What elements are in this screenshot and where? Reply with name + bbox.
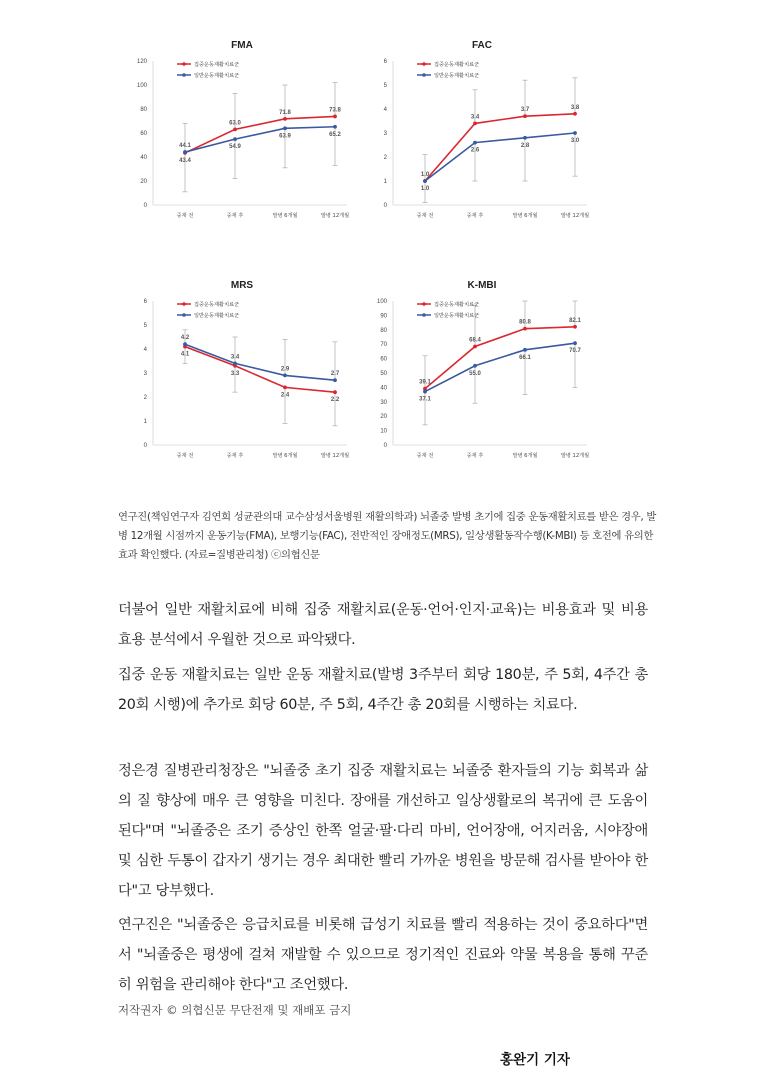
x-tick-label: 중재 전	[176, 213, 194, 219]
data-point	[333, 115, 337, 119]
data-point	[423, 390, 427, 394]
series-line	[185, 116, 335, 152]
x-tick-label: 중재 전	[416, 213, 434, 219]
legend-swatch-marker	[182, 73, 186, 77]
data-point	[423, 179, 427, 183]
data-label: 44.1	[179, 143, 191, 150]
x-tick-label: 중재 후	[226, 453, 244, 459]
y-tick-label: 40	[380, 385, 387, 392]
data-label: 3.4	[470, 114, 480, 121]
data-label: 2.4	[280, 392, 290, 399]
data-point	[233, 128, 237, 132]
y-tick-label: 3	[383, 131, 387, 137]
y-tick-label: 30	[380, 399, 387, 406]
y-tick-label: 60	[140, 131, 147, 137]
legend-swatch-marker	[182, 302, 186, 306]
data-point	[333, 390, 337, 394]
data-label: 2.8	[520, 142, 530, 149]
legend-label: 집중운동재활치료군	[194, 62, 240, 68]
data-label: 2.9	[280, 366, 290, 373]
data-label: 2.6	[470, 147, 480, 154]
y-tick-label: 20	[380, 414, 387, 421]
data-label: 1.0	[420, 172, 430, 178]
data-point	[523, 348, 527, 352]
data-point	[283, 117, 287, 121]
data-point	[233, 362, 237, 366]
y-tick-label: 100	[376, 299, 387, 305]
y-tick-label: 60	[380, 356, 387, 363]
chart-title: MRS	[230, 280, 254, 291]
data-point	[523, 327, 527, 331]
legend-swatch-marker	[422, 313, 426, 317]
legend-label: 일반운동재활치료군	[194, 73, 240, 79]
data-label: 55.0	[469, 370, 481, 377]
y-tick-label: 70	[380, 342, 387, 349]
reporter-byline: 홍완기 기자	[500, 1052, 570, 1068]
data-point	[573, 341, 577, 345]
y-tick-label: 6	[143, 299, 147, 305]
x-tick-label: 발병 6개월	[512, 213, 538, 219]
x-tick-label: 발병 12개월	[560, 213, 590, 219]
data-point	[473, 141, 477, 145]
data-label: 3.8	[570, 104, 580, 111]
legend-label: 일반운동재활치료군	[434, 313, 480, 319]
y-tick-label: 0	[383, 443, 387, 449]
data-point	[183, 150, 187, 154]
fma-chart	[115, 35, 365, 235]
series-line	[425, 343, 575, 391]
y-tick-label: 0	[383, 203, 387, 209]
data-point	[523, 136, 527, 140]
series-line	[185, 127, 335, 152]
data-label: 70.7	[569, 348, 581, 355]
data-label: 82.1	[569, 317, 581, 324]
legend-swatch-marker	[182, 62, 186, 66]
y-tick-label: 120	[136, 59, 147, 65]
data-label: 73.8	[329, 107, 341, 114]
data-label: 63.0	[229, 120, 241, 127]
y-tick-label: 80	[140, 107, 147, 113]
data-point	[283, 374, 287, 378]
mrs-chart	[115, 275, 365, 475]
y-tick-label: 50	[380, 371, 387, 377]
chart-title: FMA	[231, 40, 253, 51]
copyright-notice: 저작권자 © 의협신문 무단전재 및 재배포 금지	[118, 1003, 352, 1017]
legend-swatch-marker	[422, 62, 426, 66]
data-label: 37.1	[419, 396, 431, 403]
legend-label: 일반운동재활치료군	[194, 313, 240, 319]
article-paragraph: 연구진은 "뇌졸중은 응급치료를 비롯해 급성기 치료를 빨리 적용하는 것이 중요하다"면서 "뇌졸중은 평생에 걸쳐 재발할 수 있으므로 정기적인 진료와 약물 복용을 통해 꾸준히 위험을 관리해야 한다"고 조언했다.	[118, 917, 648, 993]
data-label: 66.1	[519, 354, 531, 361]
y-tick-label: 2	[143, 395, 147, 401]
chart-title: K-MBI	[467, 280, 497, 291]
y-tick-label: 5	[383, 83, 387, 89]
x-tick-label: 중재 전	[416, 453, 434, 459]
legend-swatch-marker	[422, 73, 426, 77]
y-tick-label: 90	[380, 313, 387, 320]
data-point	[573, 325, 577, 329]
legend-label: 집중운동재활치료군	[194, 302, 240, 308]
data-point	[233, 137, 237, 141]
x-tick-label: 중재 전	[176, 453, 194, 459]
y-tick-label: 1	[383, 179, 387, 185]
x-tick-label: 발병 12개월	[560, 453, 590, 459]
data-label: 1.0	[420, 186, 430, 192]
data-point	[333, 125, 337, 129]
data-label: 80.8	[519, 319, 531, 326]
y-tick-label: 0	[143, 443, 147, 449]
legend-swatch-marker	[422, 302, 426, 306]
y-tick-label: 20	[140, 179, 147, 185]
data-point	[473, 364, 477, 368]
data-label: 2.2	[330, 397, 340, 404]
y-tick-label: 10	[380, 428, 387, 435]
data-point	[473, 122, 477, 126]
data-point	[573, 131, 577, 135]
legend-label: 집중운동재활치료군	[434, 62, 480, 68]
data-label: 4.1	[180, 351, 190, 358]
x-tick-label: 발병 12개월	[320, 453, 350, 459]
legend-swatch-marker	[182, 313, 186, 317]
data-label: 39.1	[419, 379, 431, 386]
fac-chart	[355, 35, 605, 235]
data-label: 65.2	[329, 131, 341, 138]
data-label: 4.2	[180, 335, 190, 342]
data-point	[573, 112, 577, 116]
data-label: 54.9	[229, 144, 241, 151]
data-label: 43.4	[179, 157, 191, 164]
data-label: 3.3	[230, 370, 240, 377]
x-tick-label: 중재 후	[466, 213, 484, 219]
data-label: 71.8	[279, 109, 291, 116]
y-tick-label: 4	[383, 107, 387, 113]
y-tick-label: 80	[380, 327, 387, 334]
data-point	[333, 378, 337, 382]
data-point	[183, 342, 187, 346]
y-tick-label: 1	[143, 419, 147, 425]
data-point	[523, 114, 527, 118]
article-paragraph: 정은경 질병관리청장은 "뇌졸중 초기 집중 재활치료는 뇌졸중 환자들의 기능 회복과 삶의 질 향상에 매우 큰 영향을 미친다. 장애를 개선하고 일상생활로의 복귀에 큰 도움이 된다"며 "뇌졸중은 조기 증상인 한쪽 얼굴·팔·다리 마비, 언어장애, 어지러움, 시야장애 및 심한 두통이 갑자기 생기는 경우 최대한 빨리 가까운 병원을 방문해 검사를 받아야 한다"고 당부했다.	[118, 763, 648, 899]
x-tick-label: 발병 6개월	[272, 213, 298, 219]
series-line	[425, 133, 575, 181]
data-label: 3.7	[520, 107, 530, 114]
y-tick-label: 40	[140, 155, 147, 161]
y-tick-label: 0	[143, 203, 147, 209]
legend-label: 일반운동재활치료군	[434, 73, 480, 79]
y-tick-label: 3	[143, 371, 147, 377]
chart-svg	[355, 35, 605, 235]
data-point	[473, 345, 477, 349]
legend-label: 집중운동재활치료군	[434, 302, 480, 308]
chart-svg	[355, 275, 605, 475]
figure-caption: 연구진(책임연구자 김연희 성균관의대 교수삼성서울병원 재활의학과) 뇌졸중 발병 초기에 집중 운동재활치료를 받은 경우, 발병 12개월 시점까지 운동기능(FMA), 보행기능(FAC), 전반적인 장애정도(MRS), 일상생활동작수행(K-MBI) 등 호전에 유의한 효과 확인했다. (자료=질병관리청) ⓒ의협신문	[118, 511, 657, 561]
y-tick-label: 2	[383, 155, 387, 161]
y-tick-label: 5	[143, 323, 147, 329]
article-paragraph: 더불어 일반 재활치료에 비해 집중 재활치료(운동·언어·인지·교육)는 비용효과 및 비용효용 분석에서 우월한 것으로 파악됐다.	[118, 602, 648, 648]
data-label: 3.0	[570, 138, 580, 144]
x-tick-label: 발병 12개월	[320, 213, 350, 219]
data-label: 3.4	[230, 354, 240, 361]
y-tick-label: 100	[136, 83, 147, 89]
series-line	[185, 344, 335, 380]
x-tick-label: 발병 6개월	[272, 453, 298, 459]
data-point	[283, 126, 287, 130]
data-label: 68.4	[469, 337, 481, 344]
series-line	[425, 114, 575, 181]
data-point	[283, 386, 287, 390]
chart-svg	[115, 275, 365, 475]
kmbi-chart	[355, 275, 605, 475]
x-tick-label: 중재 후	[226, 213, 244, 219]
y-tick-label: 4	[143, 347, 147, 353]
data-label: 63.9	[279, 133, 291, 140]
chart-svg	[115, 35, 365, 235]
x-tick-label: 발병 6개월	[512, 453, 538, 459]
chart-title: FAC	[472, 40, 492, 51]
article-paragraph: 집중 운동 재활치료는 일반 운동 재활치료(발병 3주부터 회당 180분, 주 5회, 4주간 총 20회 시행)에 추가로 회당 60분, 주 5회, 4주간 총 20회를 시행하는 치료다.	[118, 667, 648, 713]
data-label: 2.7	[330, 371, 340, 378]
x-tick-label: 중재 후	[466, 453, 484, 459]
y-tick-label: 6	[383, 59, 387, 65]
